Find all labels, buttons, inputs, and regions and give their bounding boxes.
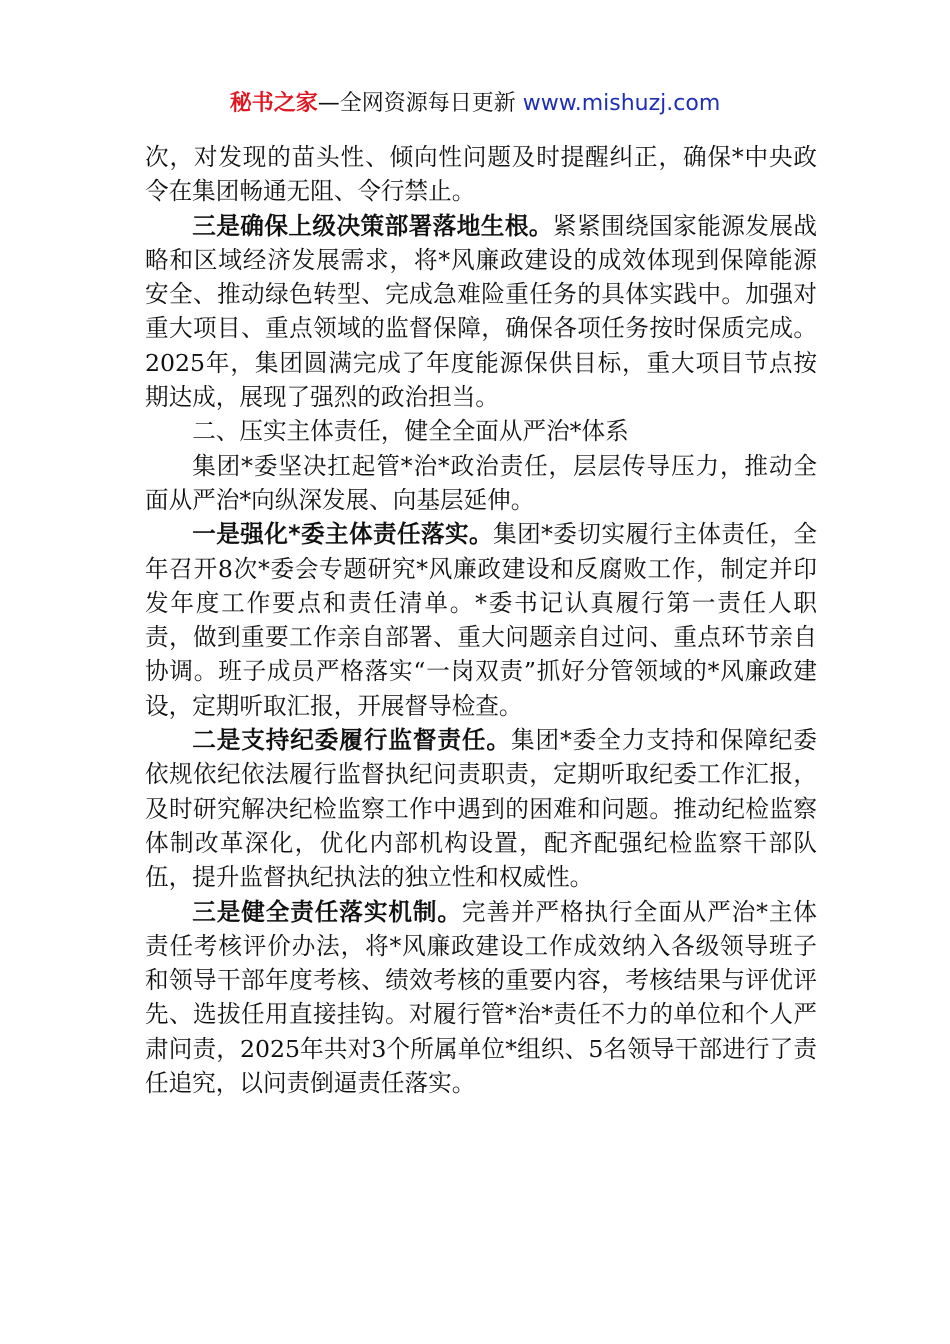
paragraph-text: 次，对发现的苗头性、倾向性问题及时提醒纠正，确保*中央政令在集团畅通无阻、令行禁止。 [145,143,817,206]
site-brand: 秘书之家 [229,91,318,116]
paragraph-text: 集团*委坚决扛起管*治*政治责任，层层传导压力，推动全面从严治*向纵深发展、向基层延伸。 [145,451,817,514]
paragraph-text: 集团*委全力支持和保障纪委依规依纪依法履行监督执纪问责职责，定期听取纪委工作汇报，及时研究解决纪检监察工作中遇到的困难和问题。推动纪检监察体制改革深化，优化内部机构设置，配齐配强纪检监察干部队伍，提升监督执纪执法的独立性和权威性。 [145,726,818,892]
site-tagline: —全网资源每日更新 [317,91,516,116]
page-header [0,88,950,120]
paragraph-ensure-decisions [145,209,817,415]
paragraph-text: 紧紧围绕国家能源发展战略和区域经济发展需求，将*风廉政建设的成效体现到保障能源安全、推动绿色转型、完成急难险重任务的具体实践中。加强对重大项目、重点领域的监督保障，确保各项任务按时保质完成。2025年，集团圆满完成了年度能源保供目标，重大项目节点按期达成，展现了强烈的政治担当。 [145,211,818,412]
paragraph-main-responsibility [145,517,817,723]
document-body [145,140,817,1100]
paragraph-supervision [145,723,817,894]
paragraph-text: 集团*委切实履行主体责任，全年召开8次*委会专题研究*风廉政建设和反腐败工作，制定并印发年度工作要点和责任清单。*委书记认真履行第一责任人职责，做到重要工作亲自部署、重大问题亲自过问、重点环节亲自协调。班子成员严格落实“一岗双责”抓好分管领域的*风廉政建设，定期听取汇报，开展督导检查。 [145,520,818,720]
paragraph-lead: 一是强化*委主体责任落实。 [192,520,494,549]
section-heading-text: 二、压实主体责任，健全全面从严治*体系 [192,417,629,446]
paragraph-intro [145,449,817,518]
paragraph-continuation [145,140,817,209]
site-url-link[interactable]: www.mishuzj.com [522,91,721,116]
paragraph-lead: 三是确保上级决策部署落地生根。 [192,211,553,240]
section-heading-two [145,414,817,448]
paragraph-lead: 二是支持纪委履行监督责任。 [192,726,511,755]
paragraph-lead: 三是健全责任落实机制。 [192,897,462,926]
paragraph-text: 完善并严格执行全面从严治*主体责任考核评价办法，将*风廉政建设工作成效纳入各级领导班子和领导干部年度考核、绩效考核的重要内容，考核结果与评优评先、选拔任用直接挂钩。对履行管*治*责任不力的单位和个人严肃问责，2025年共对3个所属单位*组织、5名领导干部进行了责任追究，以问责倒逼责任落实。 [145,897,818,1098]
paragraph-mechanism [145,895,817,1101]
